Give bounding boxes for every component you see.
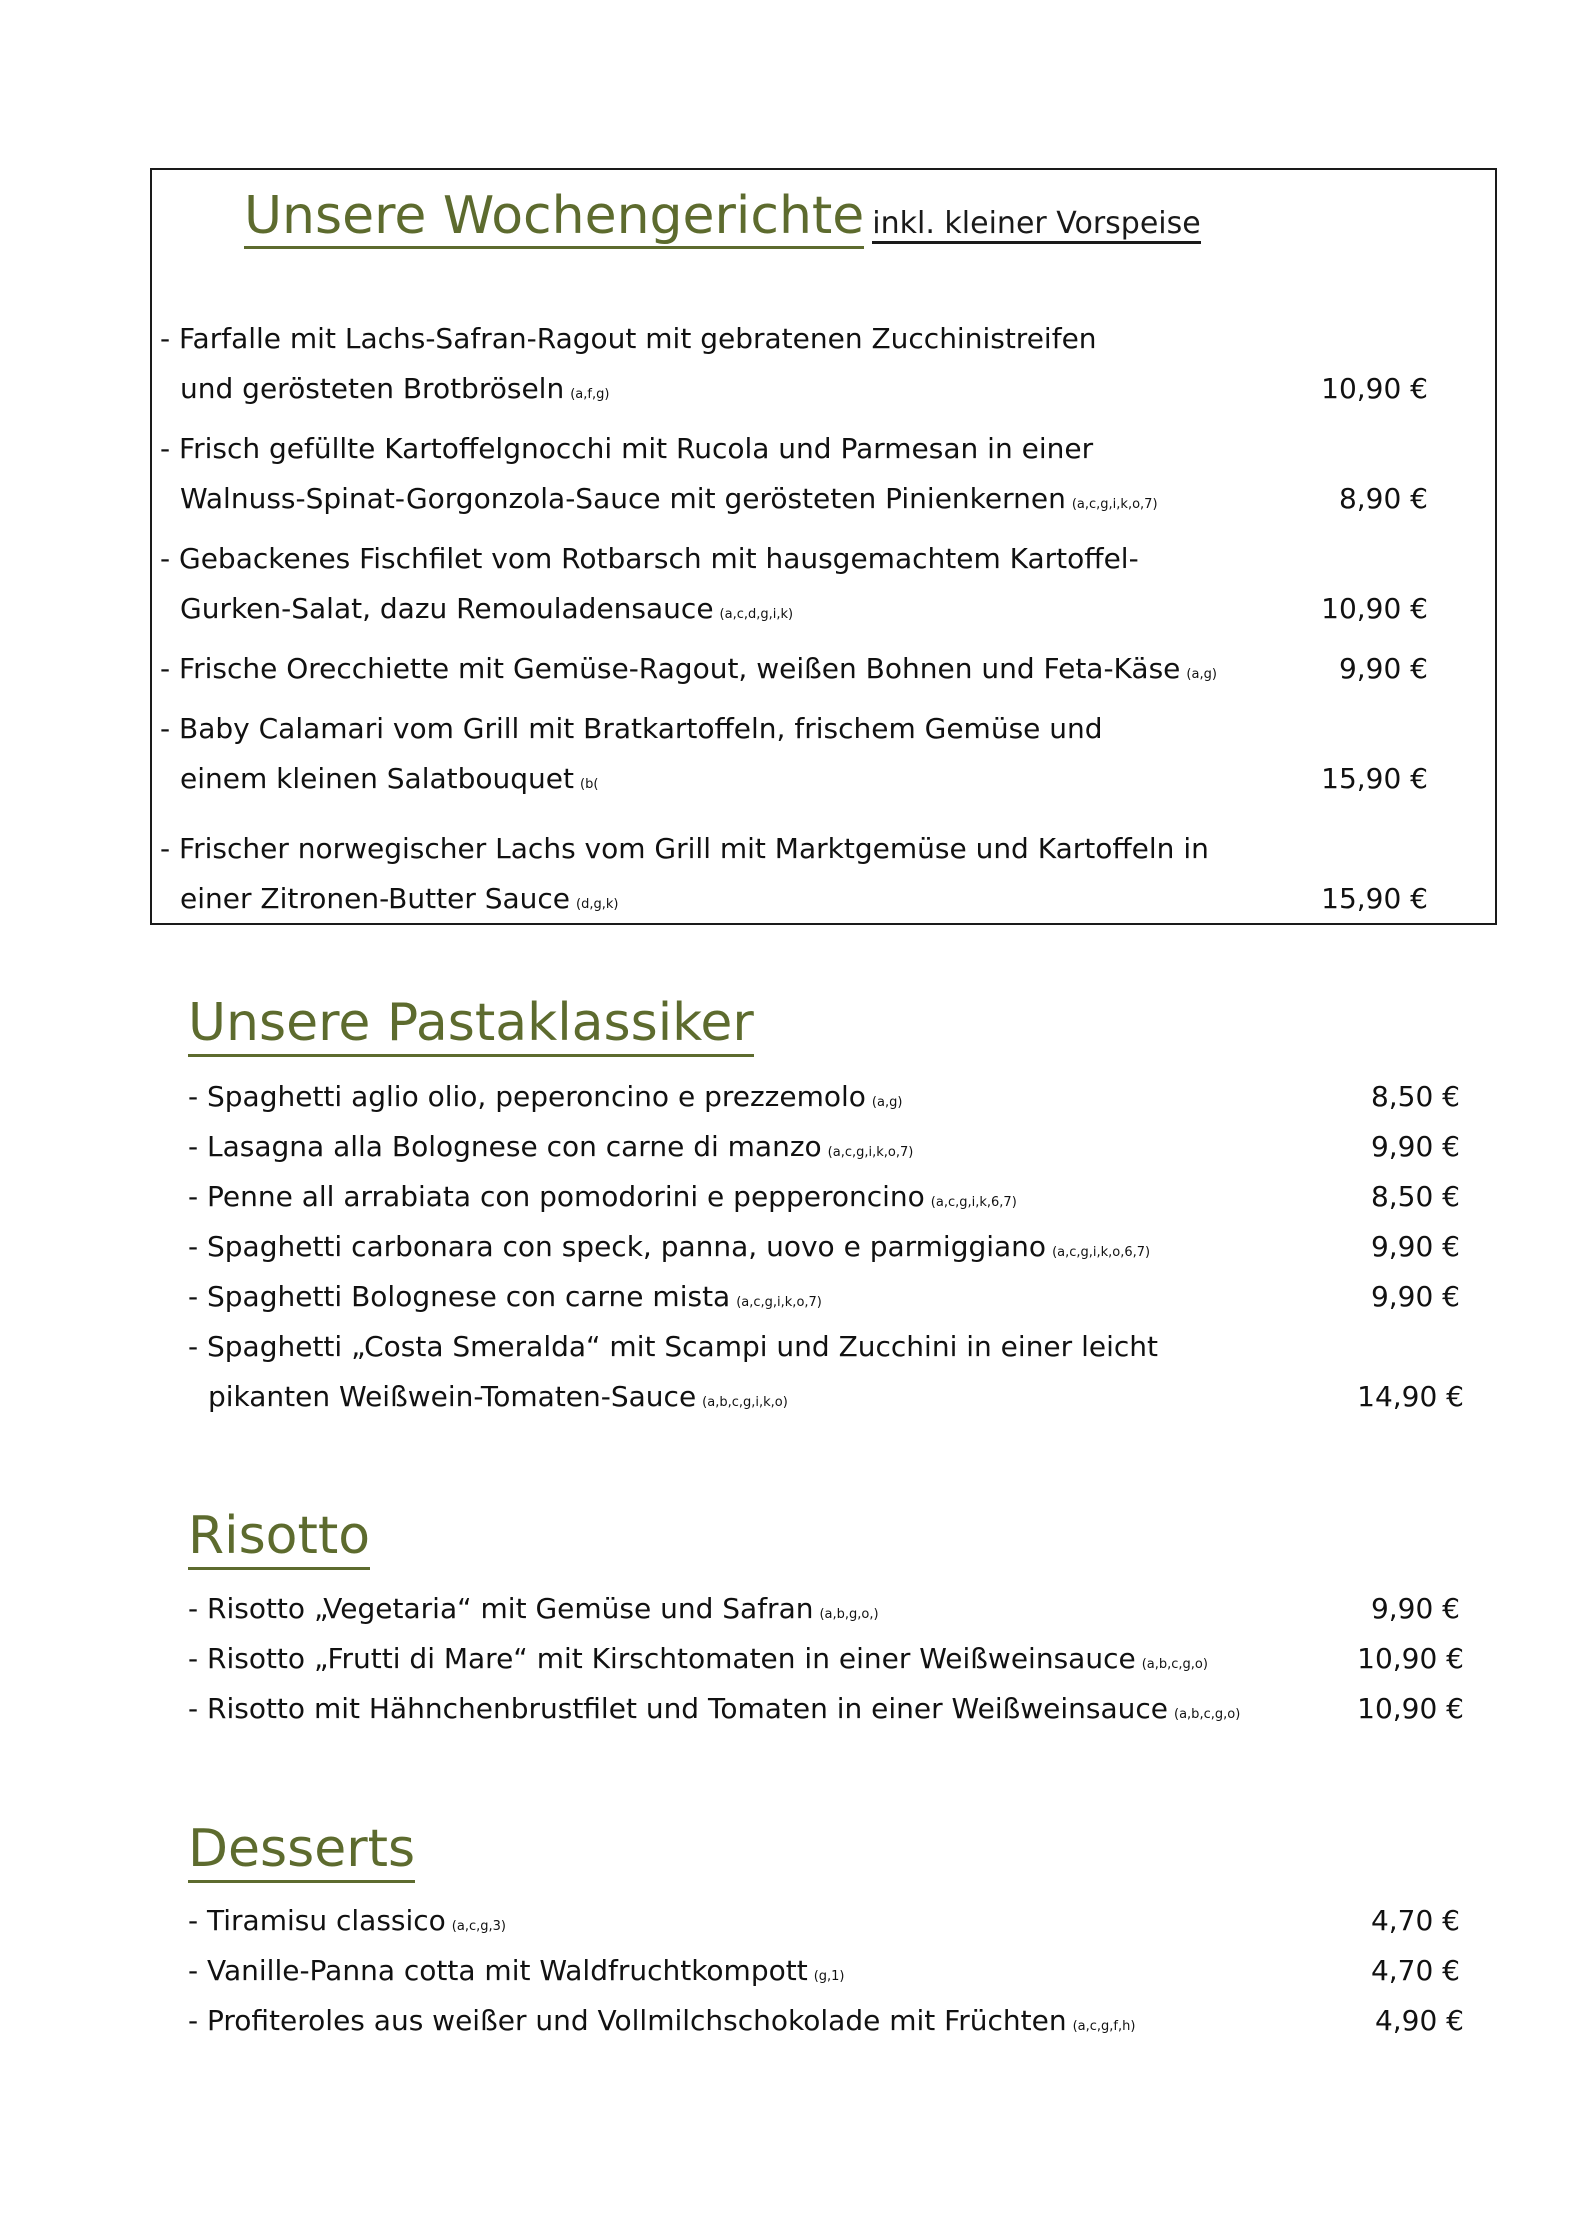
dessert-item-3-allergens: (a,c,g,f,h) [1072, 2019, 1136, 2034]
pasta-item-4-text: - Spaghetti carbonara con speck, panna, uovo e parmiggiano [188, 1230, 1047, 1263]
weekly-item-2-text: Walnuss-Spinat-Gorgonzola-Sauce mit gerösteten Pinienkernen [180, 482, 1066, 515]
risotto-item-2-text: - Risotto „Frutti di Mare“ mit Kirschtomaten in einer Weißweinsauce [188, 1642, 1136, 1675]
risotto-item-3-text: - Risotto mit Hähnchenbrustfilet und Tomaten in einer Weißweinsauce [188, 1692, 1169, 1725]
risotto-item-3-price: 10,90 € [1357, 1692, 1464, 1725]
weekly-item-2-price: 8,90 € [1338, 482, 1428, 515]
risotto-item-1-allergens: (a,b,g,o,) [819, 1607, 879, 1622]
pasta-item-4-price: 9,90 € [1370, 1230, 1460, 1263]
pasta-item-3-allergens: (a,c,g,i,k,6,7) [930, 1195, 1017, 1210]
weekly-item-6-text: einer Zitronen-Butter Sauce [180, 882, 571, 915]
risotto-item-2-allergens: (a,b,c,g,o) [1141, 1657, 1208, 1672]
risotto-item-1-price: 9,90 € [1370, 1592, 1460, 1625]
pasta-item-6-text: pikanten Weißwein-Tomaten-Sauce [208, 1380, 697, 1413]
pasta-item-5-price: 9,90 € [1370, 1280, 1460, 1313]
pasta-item-5-allergens: (a,c,g,i,k,o,7) [736, 1295, 822, 1310]
weekly-item-3-price: 10,90 € [1321, 592, 1428, 625]
pasta-item-1-price: 8,50 € [1370, 1080, 1460, 1113]
weekly-item-5-allergens: (b( [580, 777, 599, 792]
pasta-item-2-price: 9,90 € [1370, 1130, 1460, 1163]
dessert-item-2-price: 4,70 € [1370, 1954, 1460, 1987]
dessert-item-3-price: 4,90 € [1374, 2004, 1464, 2037]
pasta-item-4-allergens: (a,c,g,i,k,o,6,7) [1052, 1245, 1151, 1260]
desserts-title: Desserts [188, 1818, 415, 1883]
pasta-item-5 [188, 1280, 822, 1320]
pasta-item-6-price: 14,90 € [1357, 1380, 1464, 1413]
weekly-item-4-line1 [160, 652, 1217, 692]
risotto-item-2 [188, 1642, 1208, 1682]
weekly-item-2-line1: - Frisch gefüllte Kartoffelgnocchi mit Rucola und Parmesan in einer [160, 432, 1094, 465]
weekly-item-1-price: 10,90 € [1321, 372, 1428, 405]
weekly-item-2-allergens: (a,c,g,i,k,o,7) [1071, 497, 1158, 512]
pasta-item-1-text: - Spaghetti aglio olio, peperoncino e prezzemolo [188, 1080, 866, 1113]
weekly-item-6-line2 [180, 882, 618, 922]
pasta-item-4 [188, 1230, 1150, 1270]
dessert-item-3 [188, 2004, 1135, 2044]
weekly-item-2-line2 [180, 482, 1158, 522]
risotto-item-1 [188, 1592, 879, 1632]
pasta-item-6-allergens: (a,b,c,g,i,k,o) [702, 1395, 788, 1410]
weekly-item-5-line1: - Baby Calamari vom Grill mit Bratkartoffeln, frischem Gemüse und [160, 712, 1103, 745]
pasta-item-1 [188, 1080, 902, 1120]
weekly-item-5-price: 15,90 € [1321, 762, 1428, 795]
weekly-item-4-text: - Frische Orecchiette mit Gemüse-Ragout, weißen Bohnen und Feta-Käse [160, 652, 1181, 685]
dessert-item-2 [188, 1954, 845, 1994]
pasta-item-2-allergens: (a,c,g,i,k,o,7) [827, 1145, 914, 1160]
weekly-item-5-line2 [180, 762, 598, 802]
pasta-item-6-line2 [208, 1380, 788, 1420]
dessert-item-3-text: - Profiteroles aus weißer und Vollmilchschokolade mit Früchten [188, 2004, 1067, 2037]
weekly-item-3-text: Gurken-Salat, dazu Remouladensauce [180, 592, 714, 625]
dessert-item-2-allergens: (g,1) [813, 1969, 845, 1984]
weekly-subtitle: inkl. kleiner Vorspeise [872, 206, 1200, 244]
risotto-item-3-allergens: (a,b,c,g,o) [1174, 1707, 1241, 1722]
weekly-title: Unsere Wochengerichte [244, 186, 864, 249]
weekly-item-3-allergens: (a,c,d,g,i,k) [719, 607, 794, 622]
pasta-item-3 [188, 1180, 1017, 1220]
dessert-item-1-text: - Tiramisu classico [188, 1904, 446, 1937]
weekly-item-6-line1: - Frischer norwegischer Lachs vom Grill mit Marktgemüse und Kartoffeln in [160, 832, 1209, 865]
dessert-item-1-price: 4,70 € [1370, 1904, 1460, 1937]
weekly-item-4-allergens: (a,g) [1186, 667, 1217, 682]
pasta-item-2-text: - Lasagna alla Bolognese con carne di manzo [188, 1130, 822, 1163]
weekly-item-4-price: 9,90 € [1338, 652, 1428, 685]
pasta-item-5-text: - Spaghetti Bolognese con carne mista [188, 1280, 731, 1313]
risotto-item-3 [188, 1692, 1240, 1732]
pasta-item-3-text: - Penne all arrabiata con pomodorini e pepperoncino [188, 1180, 925, 1213]
weekly-item-3-line1: - Gebackenes Fischfilet vom Rotbarsch mit hausgemachtem Kartoffel- [160, 542, 1139, 575]
risotto-item-2-price: 10,90 € [1357, 1642, 1464, 1675]
weekly-title-row [244, 186, 1201, 246]
pasta-item-6-line1: - Spaghetti „Costa Smeralda“ mit Scampi und Zucchini in einer leicht [188, 1330, 1158, 1363]
risotto-title: Risotto [188, 1505, 370, 1570]
dessert-item-2-text: - Vanille-Panna cotta mit Waldfruchtkompott [188, 1954, 808, 1987]
pasta-item-2 [188, 1130, 913, 1170]
pasta-item-1-allergens: (a,g) [871, 1095, 903, 1110]
dessert-item-1 [188, 1904, 506, 1944]
dessert-item-1-allergens: (a,c,g,3) [451, 1919, 506, 1934]
weekly-item-6-price: 15,90 € [1321, 882, 1428, 915]
risotto-item-1-text: - Risotto „Vegetaria“ mit Gemüse und Safran [188, 1592, 814, 1625]
weekly-item-5-text: einem kleinen Salatbouquet [180, 762, 574, 795]
weekly-item-1-allergens: (a,f,g) [570, 387, 610, 402]
weekly-item-1-line1: - Farfalle mit Lachs-Safran-Ragout mit gebratenen Zucchinistreifen [160, 322, 1097, 355]
weekly-item-6-allergens: (d,g,k) [576, 897, 619, 912]
pasta-item-3-price: 8,50 € [1370, 1180, 1460, 1213]
weekly-item-1-line2 [180, 372, 609, 412]
pasta-title: Unsere Pastaklassiker [188, 992, 754, 1057]
weekly-item-1-text: und gerösteten Brotbröseln [180, 372, 565, 405]
weekly-item-3-line2 [180, 592, 793, 632]
